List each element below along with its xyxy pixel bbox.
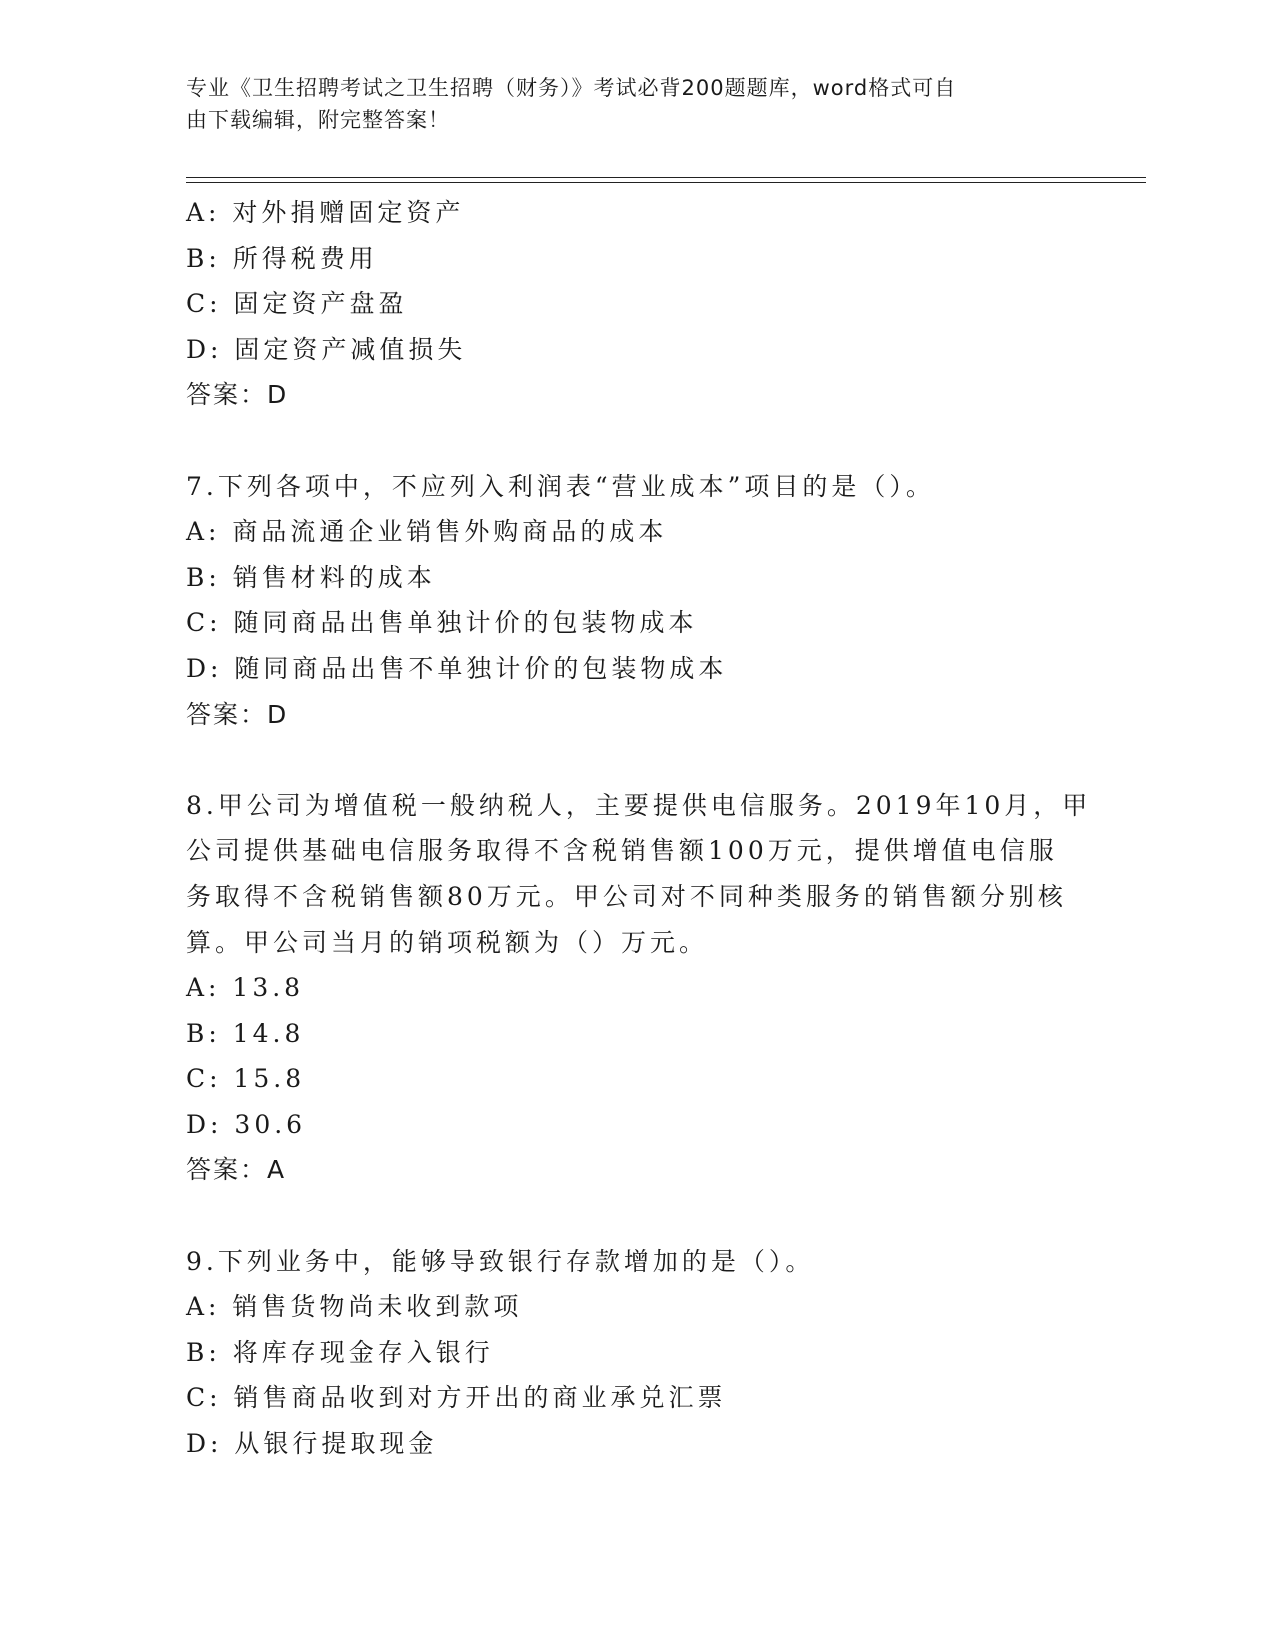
q8-question-line-1: 8.甲公司为增值税一般纳税人，主要提供电信服务。2019年10月，甲 [186,790,1092,820]
q7-option-d: D: 随同商品出售不单独计价的包装物成本 [186,653,728,683]
q6-answer: 答案：D [186,380,289,410]
q8-option-c: C: 15.8 [186,1064,306,1094]
q8-answer: 答案：A [186,1155,287,1185]
q8-option-a: A: 13.8 [186,973,305,1003]
q7-answer: 答案：D [186,699,289,729]
q9-option-c: C: 销售商品收到对方开出的商业承兑汇票 [186,1383,727,1413]
q9-option-a: A: 销售货物尚未收到款项 [186,1292,523,1322]
question-6-block [186,190,1086,418]
q6-option-a: A: 对外捐赠固定资产 [186,198,465,227]
q9-option-b: B: 将库存现金存入银行 [186,1337,494,1367]
q7-option-b: B: 销售材料的成本 [186,562,436,592]
q8-option-d: D: 30.6 [186,1109,307,1139]
q9-option-d: D: 从银行提取现金 [186,1429,438,1459]
header-line-2: 由下载编辑，附完整答案！ [186,108,450,132]
question-list [186,190,1092,1467]
q7-option-c: C: 随同商品出售单独计价的包装物成本 [186,608,698,638]
question-8-block [186,783,1092,1193]
q9-question: 9.下列业务中，能够导致银行存款增加的是（）。 [186,1246,815,1276]
spacer [186,418,1086,464]
q8-question-line-3: 务取得不含税销售额80万元。甲公司对不同种类服务的销售额分别核 [186,881,1067,911]
q8-question-line-2: 公司提供基础电信服务取得不含税销售额100万元，提供增值电信服 [186,836,1058,866]
q7-option-a: A: 商品流通企业销售外购商品的成本 [186,517,668,547]
document-header [186,72,1066,136]
header-divider-top [186,177,1146,178]
q8-option-b: B: 14.8 [186,1018,305,1048]
question-9-block [186,1239,1086,1467]
q6-option-b: B: 所得税费用 [186,243,378,273]
q6-option-c: C: 固定资产盘盈 [186,289,408,319]
spacer [186,1193,1086,1239]
q7-question: 7.下列各项中，不应列入利润表“营业成本”项目的是（）。 [186,471,935,501]
spacer [186,737,1086,783]
question-7-block [186,464,1086,738]
header-line-1: 专业《卫生招聘考试之卫生招聘（财务）》考试必背200题题库，word格式可自 [186,76,957,100]
header-divider-bottom [186,182,1146,183]
q8-question-line-4: 算。甲公司当月的销项税额为（）万元。 [186,927,709,957]
q6-option-d: D: 固定资产减值损失 [186,334,467,364]
